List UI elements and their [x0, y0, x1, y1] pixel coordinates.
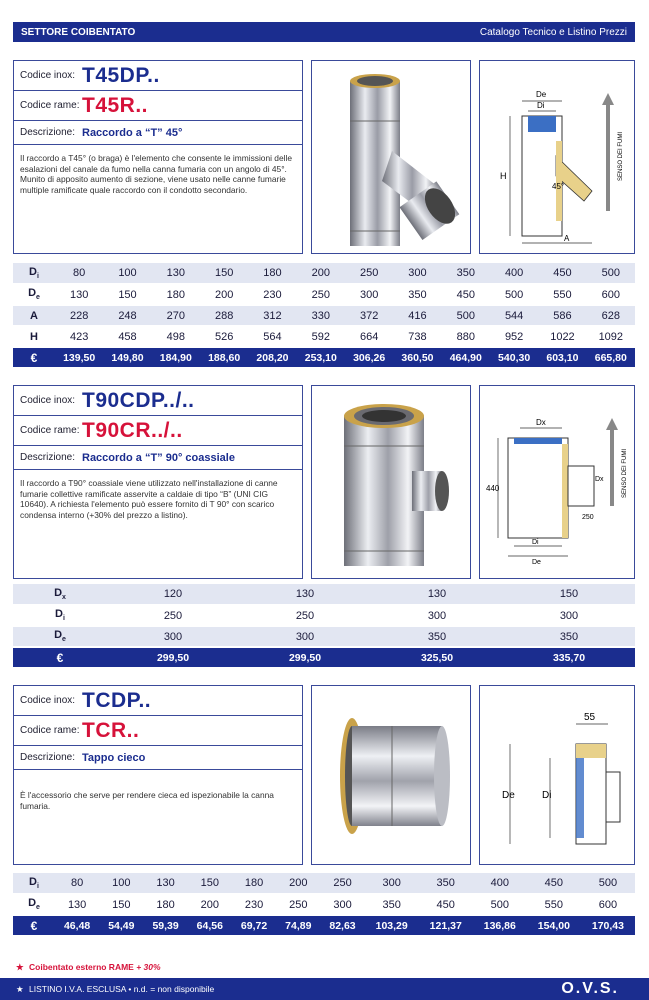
technical-drawing	[479, 685, 635, 865]
description-value: Tappo cieco	[82, 751, 146, 764]
footer-note-bar	[0, 958, 649, 978]
flow-direction-label: SENSO DEI FUMI	[622, 448, 628, 498]
table-row: $D_e$ 300 300 350 350	[13, 626, 635, 647]
rame-code: TCR..	[82, 718, 140, 742]
table-row: $D_i$ 250 250 300 300	[13, 605, 635, 626]
price-row: € 46,48 54,49 59,39 64,56 69,72 74,89 82,63 103,29 121,37 136,86 154,00 170,43	[13, 915, 635, 936]
dimensions-table	[13, 873, 635, 937]
price-row: € 139,50 149,80 184,90 188,60 208,20 253,10 306,26 360,50 464,90 540,30 603,10 665,80	[13, 347, 635, 368]
catalog-title: Catalogo Tecnico e Listino Prezzi	[479, 26, 627, 38]
table-row: $D_i$ 80 100 130 150 180 200 250 300 350 400 450 500	[13, 873, 635, 894]
inox-code: T45DP..	[82, 63, 160, 87]
table-row: H 423 458 498 526 564 592 664 738 880 952 1022 1092	[13, 326, 635, 347]
angle-label: 45°	[552, 182, 565, 191]
footer-bar	[0, 978, 649, 1000]
rame-code-row	[14, 91, 302, 121]
width-55-label: 55	[584, 712, 596, 723]
rame-code-row	[14, 416, 302, 446]
di-label: Di	[532, 539, 539, 546]
dx-label: Dx	[536, 418, 546, 427]
inox-code: TCDP..	[82, 688, 152, 712]
table-row: $D_i$ 80 100 130 150 180 200 250 300 350 400 450 500	[13, 263, 635, 284]
description-row	[14, 446, 302, 470]
rame-code-row	[14, 716, 302, 746]
t45-fitting-image	[312, 61, 470, 253]
inox-label: Codice inox:	[20, 70, 76, 81]
h-label: H	[500, 171, 507, 181]
table-row: A 228 248 270 288 312 330 372 416 500 544 586 628	[13, 305, 635, 326]
rame-label: Codice rame:	[20, 425, 80, 436]
inox-code: T90CDP../..	[82, 388, 195, 412]
de-label: De	[536, 90, 547, 99]
section-header-bar	[13, 22, 635, 42]
blind-cap-technical-drawing	[480, 686, 634, 864]
flow-direction-label: SENSO DEI FUMI	[618, 131, 624, 181]
product-photo	[311, 685, 471, 865]
dx-side-label: Dx	[595, 476, 604, 483]
product-info-card	[13, 385, 303, 579]
height-440-label: 440	[486, 484, 500, 493]
product-info-card	[13, 60, 303, 254]
description-text: Il raccordo a T45° (o braga) è l'elemento che consente le immissioni delle esalazioni del canale da fumo nella canna fumaria con un angolo di 45°. Munito di apposito aumento di sezione, viene usato nelle canne fumarie multiple ramificate quale raccordo con il condotto secondario.	[20, 153, 292, 195]
description-label: Descrizione:	[20, 452, 76, 463]
description-text: È l'accessorio che serve per rendere cieca ed ispezionabile la canna fumaria.	[20, 790, 274, 811]
technical-drawing	[479, 385, 635, 579]
description-row	[14, 121, 302, 145]
product-photo	[311, 60, 471, 254]
product-photo	[311, 385, 471, 579]
technical-drawing	[479, 60, 635, 254]
t45-technical-drawing	[480, 61, 634, 253]
rame-label: Codice rame:	[20, 100, 80, 111]
price-row: € 299,50 299,50 325,50 335,70	[13, 647, 635, 668]
height-250-label: 250	[582, 514, 594, 521]
inox-code-row	[14, 61, 302, 91]
de-label: De	[532, 559, 541, 566]
table-row: $D_e$ 130 150 180 200 230 250 300 350 450 500 550 600	[13, 894, 635, 915]
brand-logo: O.V.S.	[561, 980, 619, 997]
rame-code: T45R..	[82, 93, 149, 117]
t90-coaxial-fitting-image	[312, 386, 470, 578]
product-info-card	[13, 685, 303, 865]
inox-label: Codice inox:	[20, 395, 76, 406]
star-icon: ★	[16, 984, 24, 994]
section-title: SETTORE COIBENTATO	[21, 26, 136, 38]
inox-label: Codice inox:	[20, 695, 76, 706]
inox-code-row	[14, 386, 302, 416]
description-text: Il raccordo a T90° coassiale viene utilizzato nell'installazione di canne fumarie collettive ramificate asservite a caldaie di tipo “B” (UNI CIG 10640). A richiesta l'elemento può essere fornito di T 90° con scarico condensa interno (+30% del prezzo a listino).	[20, 478, 278, 520]
description-label: Descrizione:	[20, 752, 76, 763]
dimensions-table	[13, 584, 635, 669]
description-value: Raccordo a “T” 90° coassiale	[82, 451, 235, 464]
description-row	[14, 746, 302, 770]
rame-label: Codice rame:	[20, 725, 80, 736]
copper-surcharge-note: ★ Coibentato esterno RAME + 30%	[16, 962, 161, 972]
vat-note: ★ LISTINO I.V.A. ESCLUSA • n.d. = non disponibile	[16, 984, 215, 994]
t90-technical-drawing	[480, 386, 634, 578]
blind-cap-image	[312, 686, 470, 864]
table-row: $D_x$ 120 130 130 150	[13, 584, 635, 605]
table-row: $D_e$ 130 150 180 200 230 250 300 350 450 500 550 600	[13, 284, 635, 305]
dimensions-table	[13, 263, 635, 369]
star-icon: ★	[16, 962, 24, 972]
de-label: De	[502, 790, 515, 801]
a-label: A	[564, 234, 570, 243]
description-label: Descrizione:	[20, 127, 76, 138]
description-value: Raccordo a “T” 45°	[82, 126, 183, 139]
rame-code: T90CR../..	[82, 418, 183, 442]
di-label: Di	[537, 101, 545, 110]
inox-code-row	[14, 686, 302, 716]
di-label: Di	[542, 790, 552, 801]
